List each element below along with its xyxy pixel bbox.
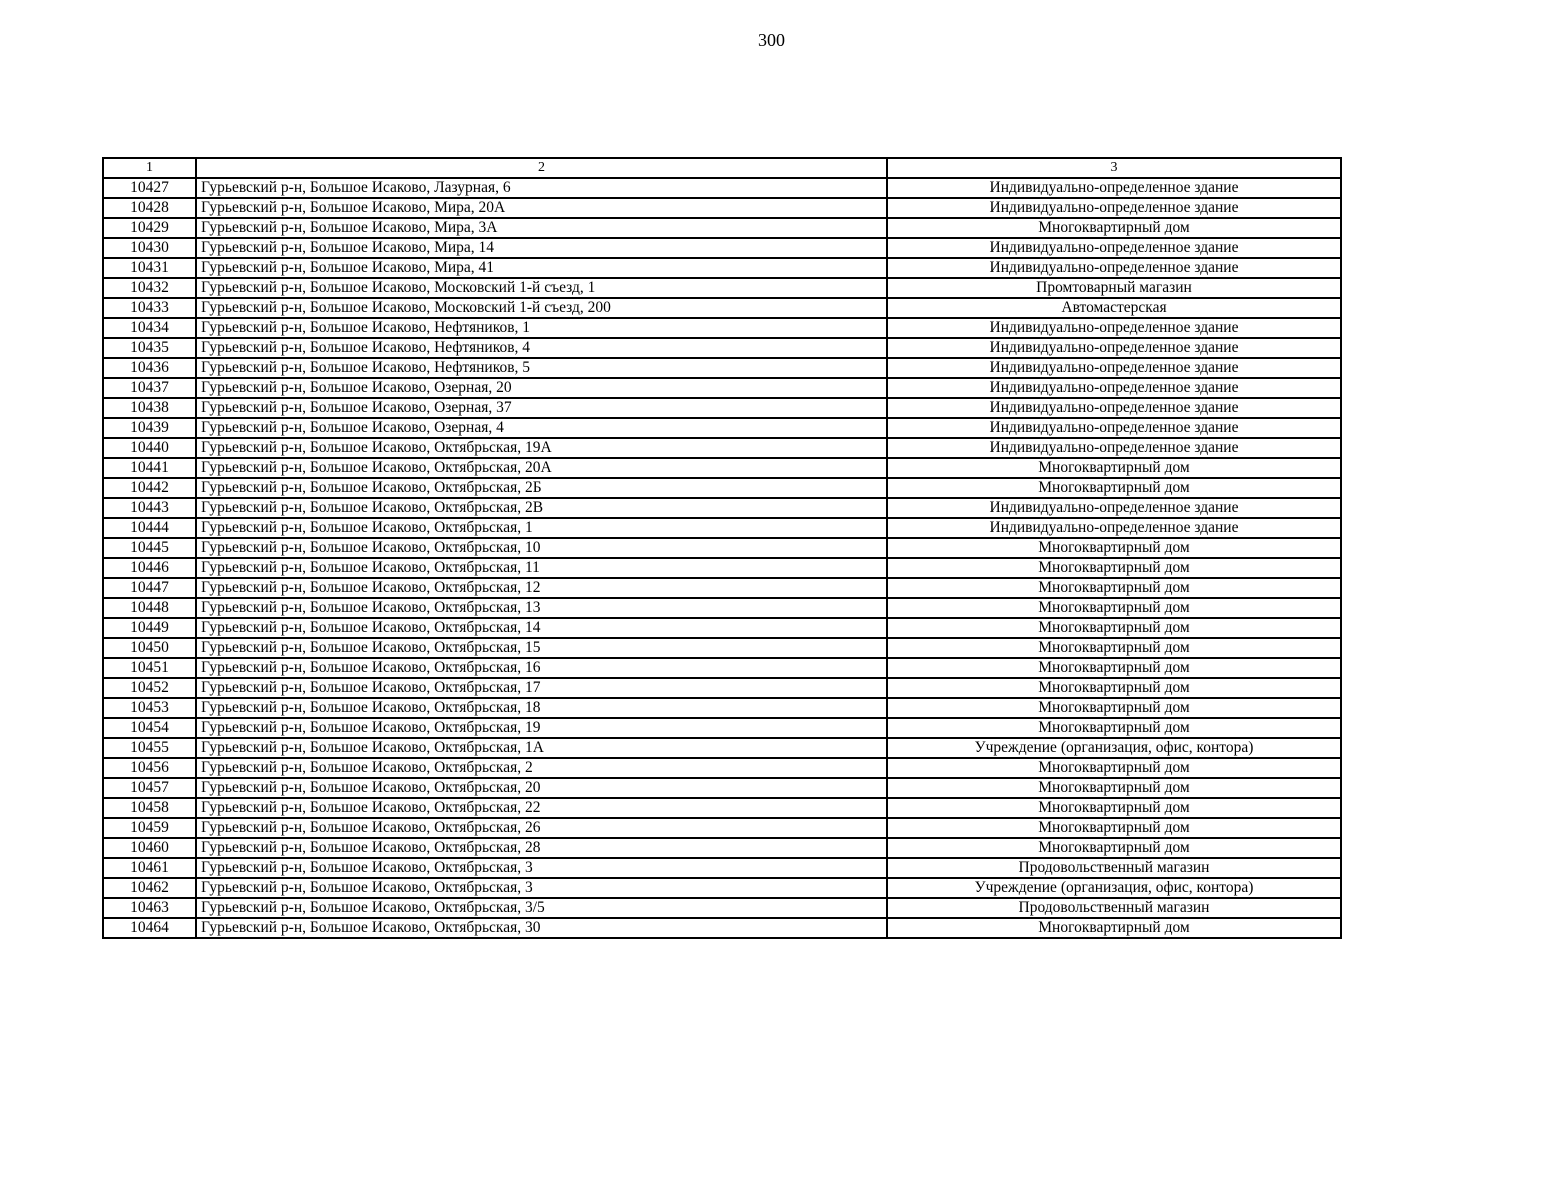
table-row xyxy=(103,258,1341,278)
building-type-cell: Многоквартирный дом xyxy=(887,838,1341,858)
address-cell: Гурьевский р-н, Большое Исаково, Лазурная, 6 xyxy=(196,178,887,198)
building-type-cell: Продовольственный магазин xyxy=(887,858,1341,878)
address-cell: Гурьевский р-н, Большое Исаково, Октябрьская, 15 xyxy=(196,638,887,658)
table-row xyxy=(103,598,1341,618)
table-row xyxy=(103,658,1341,678)
building-type-cell: Промтоварный магазин xyxy=(887,278,1341,298)
table-row xyxy=(103,878,1341,898)
table-row xyxy=(103,738,1341,758)
address-cell: Гурьевский р-н, Большое Исаково, Октябрьская, 13 xyxy=(196,598,887,618)
address-cell: Гурьевский р-н, Большое Исаково, Озерная, 4 xyxy=(196,418,887,438)
table-row xyxy=(103,178,1341,198)
table-row xyxy=(103,538,1341,558)
row-number-cell: 10435 xyxy=(103,338,196,358)
table-row xyxy=(103,638,1341,658)
address-cell: Гурьевский р-н, Большое Исаково, Нефтяников, 5 xyxy=(196,358,887,378)
building-type-cell: Многоквартирный дом xyxy=(887,618,1341,638)
address-cell: Гурьевский р-н, Большое Исаково, Октябрьская, 3/5 xyxy=(196,898,887,918)
building-type-cell: Индивидуально-определенное здание xyxy=(887,258,1341,278)
row-number-cell: 10450 xyxy=(103,638,196,658)
address-cell: Гурьевский р-н, Большое Исаково, Октябрьская, 18 xyxy=(196,698,887,718)
building-type-cell: Индивидуально-определенное здание xyxy=(887,238,1341,258)
building-type-cell: Индивидуально-определенное здание xyxy=(887,518,1341,538)
table-row xyxy=(103,358,1341,378)
address-cell: Гурьевский р-н, Большое Исаково, Октябрьская, 20 xyxy=(196,778,887,798)
address-cell: Гурьевский р-н, Большое Исаково, Октябрьская, 10 xyxy=(196,538,887,558)
building-type-cell: Многоквартирный дом xyxy=(887,778,1341,798)
building-type-cell: Многоквартирный дом xyxy=(887,218,1341,238)
table-row xyxy=(103,398,1341,418)
building-type-cell: Многоквартирный дом xyxy=(887,558,1341,578)
building-type-cell: Учреждение (организация, офис, контора) xyxy=(887,738,1341,758)
row-number-cell: 10440 xyxy=(103,438,196,458)
row-number-cell: 10429 xyxy=(103,218,196,238)
row-number-cell: 10444 xyxy=(103,518,196,538)
row-number-cell: 10459 xyxy=(103,818,196,838)
table-row xyxy=(103,378,1341,398)
table-row xyxy=(103,458,1341,478)
address-cell: Гурьевский р-н, Большое Исаково, Нефтяников, 4 xyxy=(196,338,887,358)
row-number-cell: 10437 xyxy=(103,378,196,398)
address-cell: Гурьевский р-н, Большое Исаково, Октябрьская, 14 xyxy=(196,618,887,638)
address-cell: Гурьевский р-н, Большое Исаково, Октябрьская, 3 xyxy=(196,878,887,898)
building-type-cell: Продовольственный магазин xyxy=(887,898,1341,918)
row-number-cell: 10428 xyxy=(103,198,196,218)
row-number-cell: 10455 xyxy=(103,738,196,758)
table-row xyxy=(103,418,1341,438)
row-number-cell: 10441 xyxy=(103,458,196,478)
table-row xyxy=(103,858,1341,878)
address-cell: Гурьевский р-н, Большое Исаково, Октябрьская, 30 xyxy=(196,918,887,938)
address-cell: Гурьевский р-н, Большое Исаково, Мира, 20А xyxy=(196,198,887,218)
table-row xyxy=(103,718,1341,738)
row-number-cell: 10453 xyxy=(103,698,196,718)
column-header-2: 2 xyxy=(196,158,887,178)
building-type-cell: Многоквартирный дом xyxy=(887,918,1341,938)
table-row xyxy=(103,318,1341,338)
building-type-cell: Автомастерская xyxy=(887,298,1341,318)
building-type-cell: Индивидуально-определенное здание xyxy=(887,398,1341,418)
row-number-cell: 10438 xyxy=(103,398,196,418)
address-cell: Гурьевский р-н, Большое Исаково, Октябрьская, 12 xyxy=(196,578,887,598)
row-number-cell: 10458 xyxy=(103,798,196,818)
table-row xyxy=(103,278,1341,298)
table-row xyxy=(103,298,1341,318)
row-number-cell: 10446 xyxy=(103,558,196,578)
table-row xyxy=(103,518,1341,538)
row-number-cell: 10430 xyxy=(103,238,196,258)
building-type-cell: Многоквартирный дом xyxy=(887,458,1341,478)
address-cell: Гурьевский р-н, Большое Исаково, Мира, 41 xyxy=(196,258,887,278)
building-type-cell: Индивидуально-определенное здание xyxy=(887,178,1341,198)
building-type-cell: Многоквартирный дом xyxy=(887,798,1341,818)
table-row xyxy=(103,498,1341,518)
address-cell: Гурьевский р-н, Большое Исаково, Московский 1-й съезд, 1 xyxy=(196,278,887,298)
row-number-cell: 10433 xyxy=(103,298,196,318)
building-type-cell: Индивидуально-определенное здание xyxy=(887,378,1341,398)
address-cell: Гурьевский р-н, Большое Исаково, Октябрьская, 20А xyxy=(196,458,887,478)
row-number-cell: 10454 xyxy=(103,718,196,738)
address-cell: Гурьевский р-н, Большое Исаково, Озерная, 37 xyxy=(196,398,887,418)
table-row xyxy=(103,438,1341,458)
address-cell: Гурьевский р-н, Большое Исаково, Мира, 3А xyxy=(196,218,887,238)
address-cell: Гурьевский р-н, Большое Исаково, Октябрьская, 3 xyxy=(196,858,887,878)
table-row xyxy=(103,558,1341,578)
address-cell: Гурьевский р-н, Большое Исаково, Октябрьская, 17 xyxy=(196,678,887,698)
address-cell: Гурьевский р-н, Большое Исаково, Октябрьская, 1А xyxy=(196,738,887,758)
row-number-cell: 10445 xyxy=(103,538,196,558)
row-number-cell: 10463 xyxy=(103,898,196,918)
building-type-cell: Многоквартирный дом xyxy=(887,538,1341,558)
row-number-cell: 10439 xyxy=(103,418,196,438)
building-type-cell: Многоквартирный дом xyxy=(887,478,1341,498)
building-type-cell: Индивидуально-определенное здание xyxy=(887,498,1341,518)
table-row xyxy=(103,818,1341,838)
row-number-cell: 10447 xyxy=(103,578,196,598)
table-row xyxy=(103,698,1341,718)
address-cell: Гурьевский р-н, Большое Исаково, Октябрьская, 28 xyxy=(196,838,887,858)
table-header-row xyxy=(103,158,1341,178)
row-number-cell: 10461 xyxy=(103,858,196,878)
address-cell: Гурьевский р-н, Большое Исаково, Октябрьская, 16 xyxy=(196,658,887,678)
address-cell: Гурьевский р-н, Большое Исаково, Озерная, 20 xyxy=(196,378,887,398)
building-type-cell: Учреждение (организация, офис, контора) xyxy=(887,878,1341,898)
table-row xyxy=(103,478,1341,498)
address-cell: Гурьевский р-н, Большое Исаково, Октябрьская, 2 xyxy=(196,758,887,778)
table-row xyxy=(103,918,1341,938)
table-row xyxy=(103,218,1341,238)
building-type-cell: Индивидуально-определенное здание xyxy=(887,198,1341,218)
building-type-cell: Индивидуально-определенное здание xyxy=(887,338,1341,358)
building-type-cell: Многоквартирный дом xyxy=(887,678,1341,698)
row-number-cell: 10464 xyxy=(103,918,196,938)
row-number-cell: 10456 xyxy=(103,758,196,778)
building-type-cell: Многоквартирный дом xyxy=(887,758,1341,778)
row-number-cell: 10432 xyxy=(103,278,196,298)
row-number-cell: 10434 xyxy=(103,318,196,338)
building-type-cell: Многоквартирный дом xyxy=(887,578,1341,598)
table-row xyxy=(103,238,1341,258)
row-number-cell: 10462 xyxy=(103,878,196,898)
building-type-cell: Многоквартирный дом xyxy=(887,638,1341,658)
column-header-3: 3 xyxy=(887,158,1341,178)
address-cell: Гурьевский р-н, Большое Исаково, Октябрьская, 19А xyxy=(196,438,887,458)
address-cell: Гурьевский р-н, Большое Исаково, Октябрьская, 19 xyxy=(196,718,887,738)
building-type-cell: Многоквартирный дом xyxy=(887,818,1341,838)
building-type-cell: Индивидуально-определенное здание xyxy=(887,438,1341,458)
row-number-cell: 10436 xyxy=(103,358,196,378)
row-number-cell: 10449 xyxy=(103,618,196,638)
table-row xyxy=(103,578,1341,598)
address-cell: Гурьевский р-н, Большое Исаково, Октябрьская, 26 xyxy=(196,818,887,838)
address-cell: Гурьевский р-н, Большое Исаково, Октябрьская, 1 xyxy=(196,518,887,538)
address-cell: Гурьевский р-н, Большое Исаково, Октябрьская, 2Б xyxy=(196,478,887,498)
address-cell: Гурьевский р-н, Большое Исаково, Нефтяников, 1 xyxy=(196,318,887,338)
table-row xyxy=(103,618,1341,638)
building-type-cell: Многоквартирный дом xyxy=(887,698,1341,718)
table-body xyxy=(103,158,1341,938)
row-number-cell: 10442 xyxy=(103,478,196,498)
row-number-cell: 10452 xyxy=(103,678,196,698)
table-row xyxy=(103,778,1341,798)
address-cell: Гурьевский р-н, Большое Исаково, Октябрьская, 22 xyxy=(196,798,887,818)
address-cell: Гурьевский р-н, Большое Исаково, Октябрьская, 11 xyxy=(196,558,887,578)
building-type-cell: Индивидуально-определенное здание xyxy=(887,418,1341,438)
page-number: 300 xyxy=(758,30,785,50)
building-type-cell: Индивидуально-определенное здание xyxy=(887,318,1341,338)
row-number-cell: 10427 xyxy=(103,178,196,198)
table-row xyxy=(103,198,1341,218)
table-row xyxy=(103,678,1341,698)
address-cell: Гурьевский р-н, Большое Исаково, Октябрьская, 2В xyxy=(196,498,887,518)
building-type-cell: Многоквартирный дом xyxy=(887,658,1341,678)
building-type-cell: Многоквартирный дом xyxy=(887,718,1341,738)
address-cell: Гурьевский р-н, Большое Исаково, Мира, 14 xyxy=(196,238,887,258)
table-row xyxy=(103,898,1341,918)
column-header-1: 1 xyxy=(103,158,196,178)
row-number-cell: 10460 xyxy=(103,838,196,858)
table-row xyxy=(103,838,1341,858)
table-row xyxy=(103,798,1341,818)
row-number-cell: 10431 xyxy=(103,258,196,278)
row-number-cell: 10443 xyxy=(103,498,196,518)
building-type-cell: Индивидуально-определенное здание xyxy=(887,358,1341,378)
row-number-cell: 10448 xyxy=(103,598,196,618)
address-cell: Гурьевский р-н, Большое Исаково, Московский 1-й съезд, 200 xyxy=(196,298,887,318)
row-number-cell: 10451 xyxy=(103,658,196,678)
building-type-cell: Многоквартирный дом xyxy=(887,598,1341,618)
table-row xyxy=(103,338,1341,358)
data-table xyxy=(102,157,1342,939)
table-row xyxy=(103,758,1341,778)
row-number-cell: 10457 xyxy=(103,778,196,798)
